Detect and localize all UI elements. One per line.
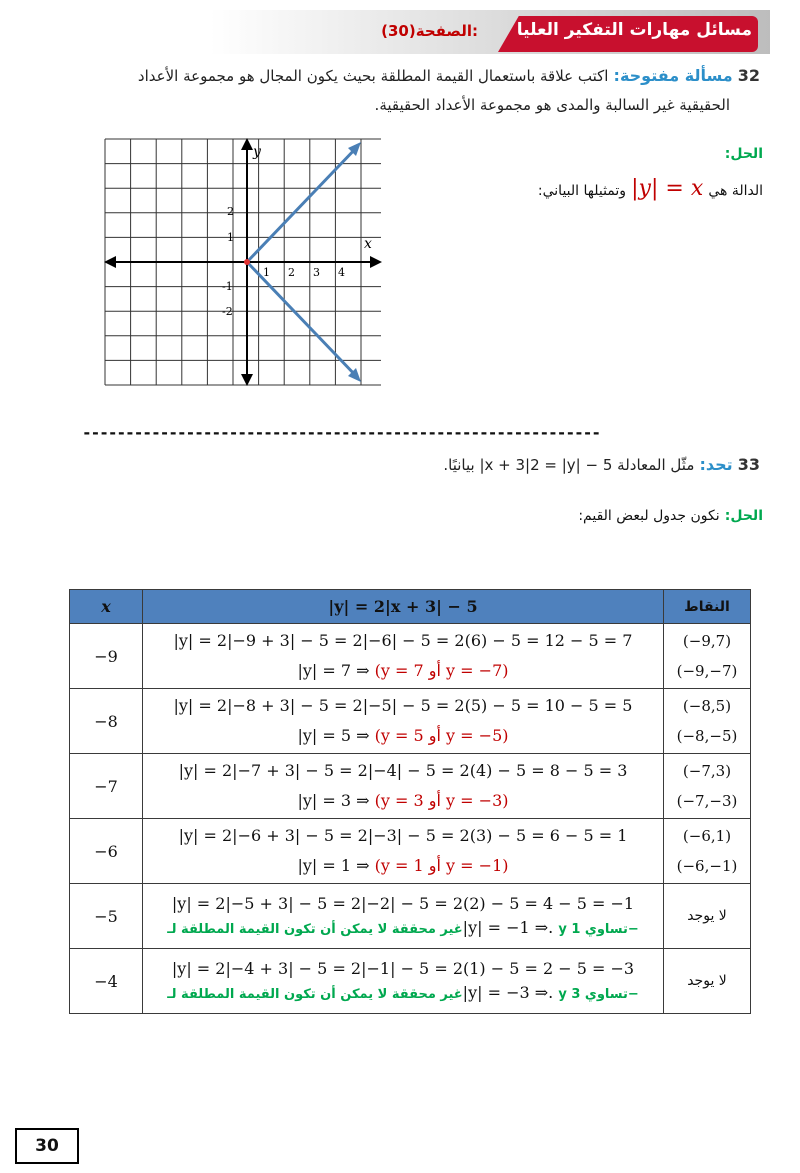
x-tick-label: 2 xyxy=(288,266,295,279)
row-points xyxy=(664,949,751,1014)
table-row xyxy=(70,689,751,754)
row-equation-line2 xyxy=(144,656,662,686)
row-x-value: −5 xyxy=(70,884,143,949)
row-points xyxy=(664,624,751,689)
row-equation-line2 xyxy=(144,786,662,816)
values-table xyxy=(69,589,751,1014)
table-header-row xyxy=(70,590,751,624)
point-label: (−9,7) xyxy=(682,632,732,650)
point-label: (−9,−7) xyxy=(676,662,738,680)
row-equation-line2 xyxy=(144,981,662,1005)
y-tick-label: 1 xyxy=(227,231,234,244)
row-result: |y| = 5 ⇒ xyxy=(297,726,375,745)
row-equation-line1: |y| = 2|−7 + 3| − 5 = 2|−4| − 5 = 2(4) − 5 = 8 − 5 = 3 xyxy=(178,761,628,780)
row-equation-line1: |y| = 2|−6 + 3| − 5 = 2|−3| − 5 = 2(3) − 5 = 6 − 5 = 1 xyxy=(178,826,628,845)
q32-line1 xyxy=(138,66,760,85)
row-equation-line2 xyxy=(144,721,662,751)
point-label: (−8,5) xyxy=(682,697,732,715)
row-result: |y| = −3 ⇒. xyxy=(462,983,559,1002)
row-equation-line1: |y| = 2|−9 + 3| − 5 = 2|−6| − 5 = 2(6) − 5 = 12 − 5 = 7 xyxy=(173,631,633,650)
q33-solution-line xyxy=(578,505,763,524)
q32-text-line1: اكتب علاقة باستعمال القيمة المطلقة بحيث يكون المجال هو مجموعة الأعداد xyxy=(137,67,609,85)
q32-function: |y| = x xyxy=(631,176,704,201)
q32-solution-text: الدالة هي xyxy=(708,183,763,199)
section-separator: ------------------------------------------------------------ xyxy=(82,423,600,442)
row-equation-line2 xyxy=(144,851,662,881)
row-points xyxy=(664,754,751,819)
section-title: مسائل مهارات التفكير العليا xyxy=(516,20,752,40)
point-label: لا يوجد xyxy=(687,973,727,989)
q32-tag: مسألة مفتوحة: xyxy=(613,66,733,85)
row-x-value: −4 xyxy=(70,949,143,1014)
table-row xyxy=(70,624,751,689)
row-x-value: −9 xyxy=(70,624,143,689)
y-tick-label: 2 xyxy=(227,205,234,218)
page-number: 30 xyxy=(15,1128,79,1164)
x-axis-arrow-right xyxy=(370,256,382,268)
y-axis-arrow-up xyxy=(241,138,253,150)
row-solutions: (y = 5 أو y = −5) xyxy=(374,726,509,745)
x-tick-label: 3 xyxy=(313,266,320,279)
row-x-value: −6 xyxy=(70,819,143,884)
y-tick-label: -1 xyxy=(222,280,233,293)
row-equation xyxy=(143,689,664,754)
row-equation xyxy=(143,949,664,1014)
row-solutions: (y = 1 أو y = −1) xyxy=(374,856,509,875)
point-label: (−7,3) xyxy=(682,762,732,780)
q33-tag: تحد: xyxy=(699,455,733,474)
x-tick-label: 4 xyxy=(338,266,345,279)
row-equation xyxy=(143,624,664,689)
q33-number: 33 xyxy=(737,455,760,474)
row-equation xyxy=(143,754,664,819)
point-label: (−8,−5) xyxy=(676,727,738,745)
point-label: لا يوجد xyxy=(687,908,727,924)
y-tick-label: -2 xyxy=(222,305,233,318)
x-tick-label: 1 xyxy=(263,266,270,279)
header-points: النقاط xyxy=(664,590,751,624)
q33-text: مثّل المعادلة 5 − |x + 3|2 = |y| بيانيًا. xyxy=(443,456,695,474)
q32-graph xyxy=(102,136,384,388)
table-row xyxy=(70,754,751,819)
row-result: |y| = −1 ⇒. xyxy=(462,918,559,937)
row-equation xyxy=(143,819,664,884)
row-equation-line1: |y| = 2|−5 + 3| − 5 = 2|−2| − 5 = 2(2) − 5 = 4 − 5 = −1 xyxy=(171,894,635,913)
row-solutions: (y = 3 أو y = −3) xyxy=(374,791,509,810)
row-points xyxy=(664,884,751,949)
row-solutions: (y = 7 أو y = −7) xyxy=(374,661,509,680)
point-label: (−6,−1) xyxy=(676,857,738,875)
table-row xyxy=(70,949,751,1014)
row-equation-line1: |y| = 2|−4 + 3| − 5 = 2|−1| − 5 = 2(1) − 5 = 2 − 5 = −3 xyxy=(171,959,635,978)
q33-line xyxy=(443,455,760,474)
row-equation-line1: |y| = 2|−8 + 3| − 5 = 2|−5| − 5 = 2(5) − 5 = 10 − 5 = 5 xyxy=(173,696,633,715)
q32-text-line2: الحقيقية غير السالبة والمدى هو مجموعة الأعداد الحقيقية. xyxy=(374,96,730,114)
row-no-solution-note: غير محققة لا يمكن أن تكون القيمة المطلقة لـy تساوي 3− xyxy=(167,987,639,1002)
x-axis-label: x xyxy=(364,236,372,252)
q32-graph-text: وتمثيلها البياني: xyxy=(537,183,627,199)
y-axis-arrow-down xyxy=(241,374,253,386)
page-reference: الصفحة(30): xyxy=(381,22,478,40)
table-row xyxy=(70,819,751,884)
q32-number: 32 xyxy=(737,66,760,85)
row-points xyxy=(664,819,751,884)
header-equation: |y| = 2|x + 3| − 5 xyxy=(143,590,664,624)
row-points xyxy=(664,689,751,754)
q33-solution-text: نكون جدول لبعض القيم: xyxy=(578,508,720,524)
q33-solution-label: الحل: xyxy=(724,508,763,524)
row-equation-line2 xyxy=(144,916,662,940)
x-axis-arrow-left xyxy=(104,256,116,268)
q32-solution-label: الحل: xyxy=(724,146,763,162)
row-equation xyxy=(143,884,664,949)
point-label: (−7,−3) xyxy=(676,792,738,810)
point-label: (−6,1) xyxy=(682,827,732,845)
q32-solution-line xyxy=(538,176,763,201)
row-no-solution-note: غير محققة لا يمكن أن تكون القيمة المطلقة لـy تساوي 1− xyxy=(167,922,639,937)
header-x: x xyxy=(70,590,143,624)
origin-point xyxy=(244,259,250,265)
row-result: |y| = 3 ⇒ xyxy=(297,791,375,810)
y-axis-label: y xyxy=(253,144,261,160)
row-result: |y| = 7 ⇒ xyxy=(297,661,375,680)
row-x-value: −7 xyxy=(70,754,143,819)
row-result: |y| = 1 ⇒ xyxy=(297,856,375,875)
row-x-value: −8 xyxy=(70,689,143,754)
table-row xyxy=(70,884,751,949)
